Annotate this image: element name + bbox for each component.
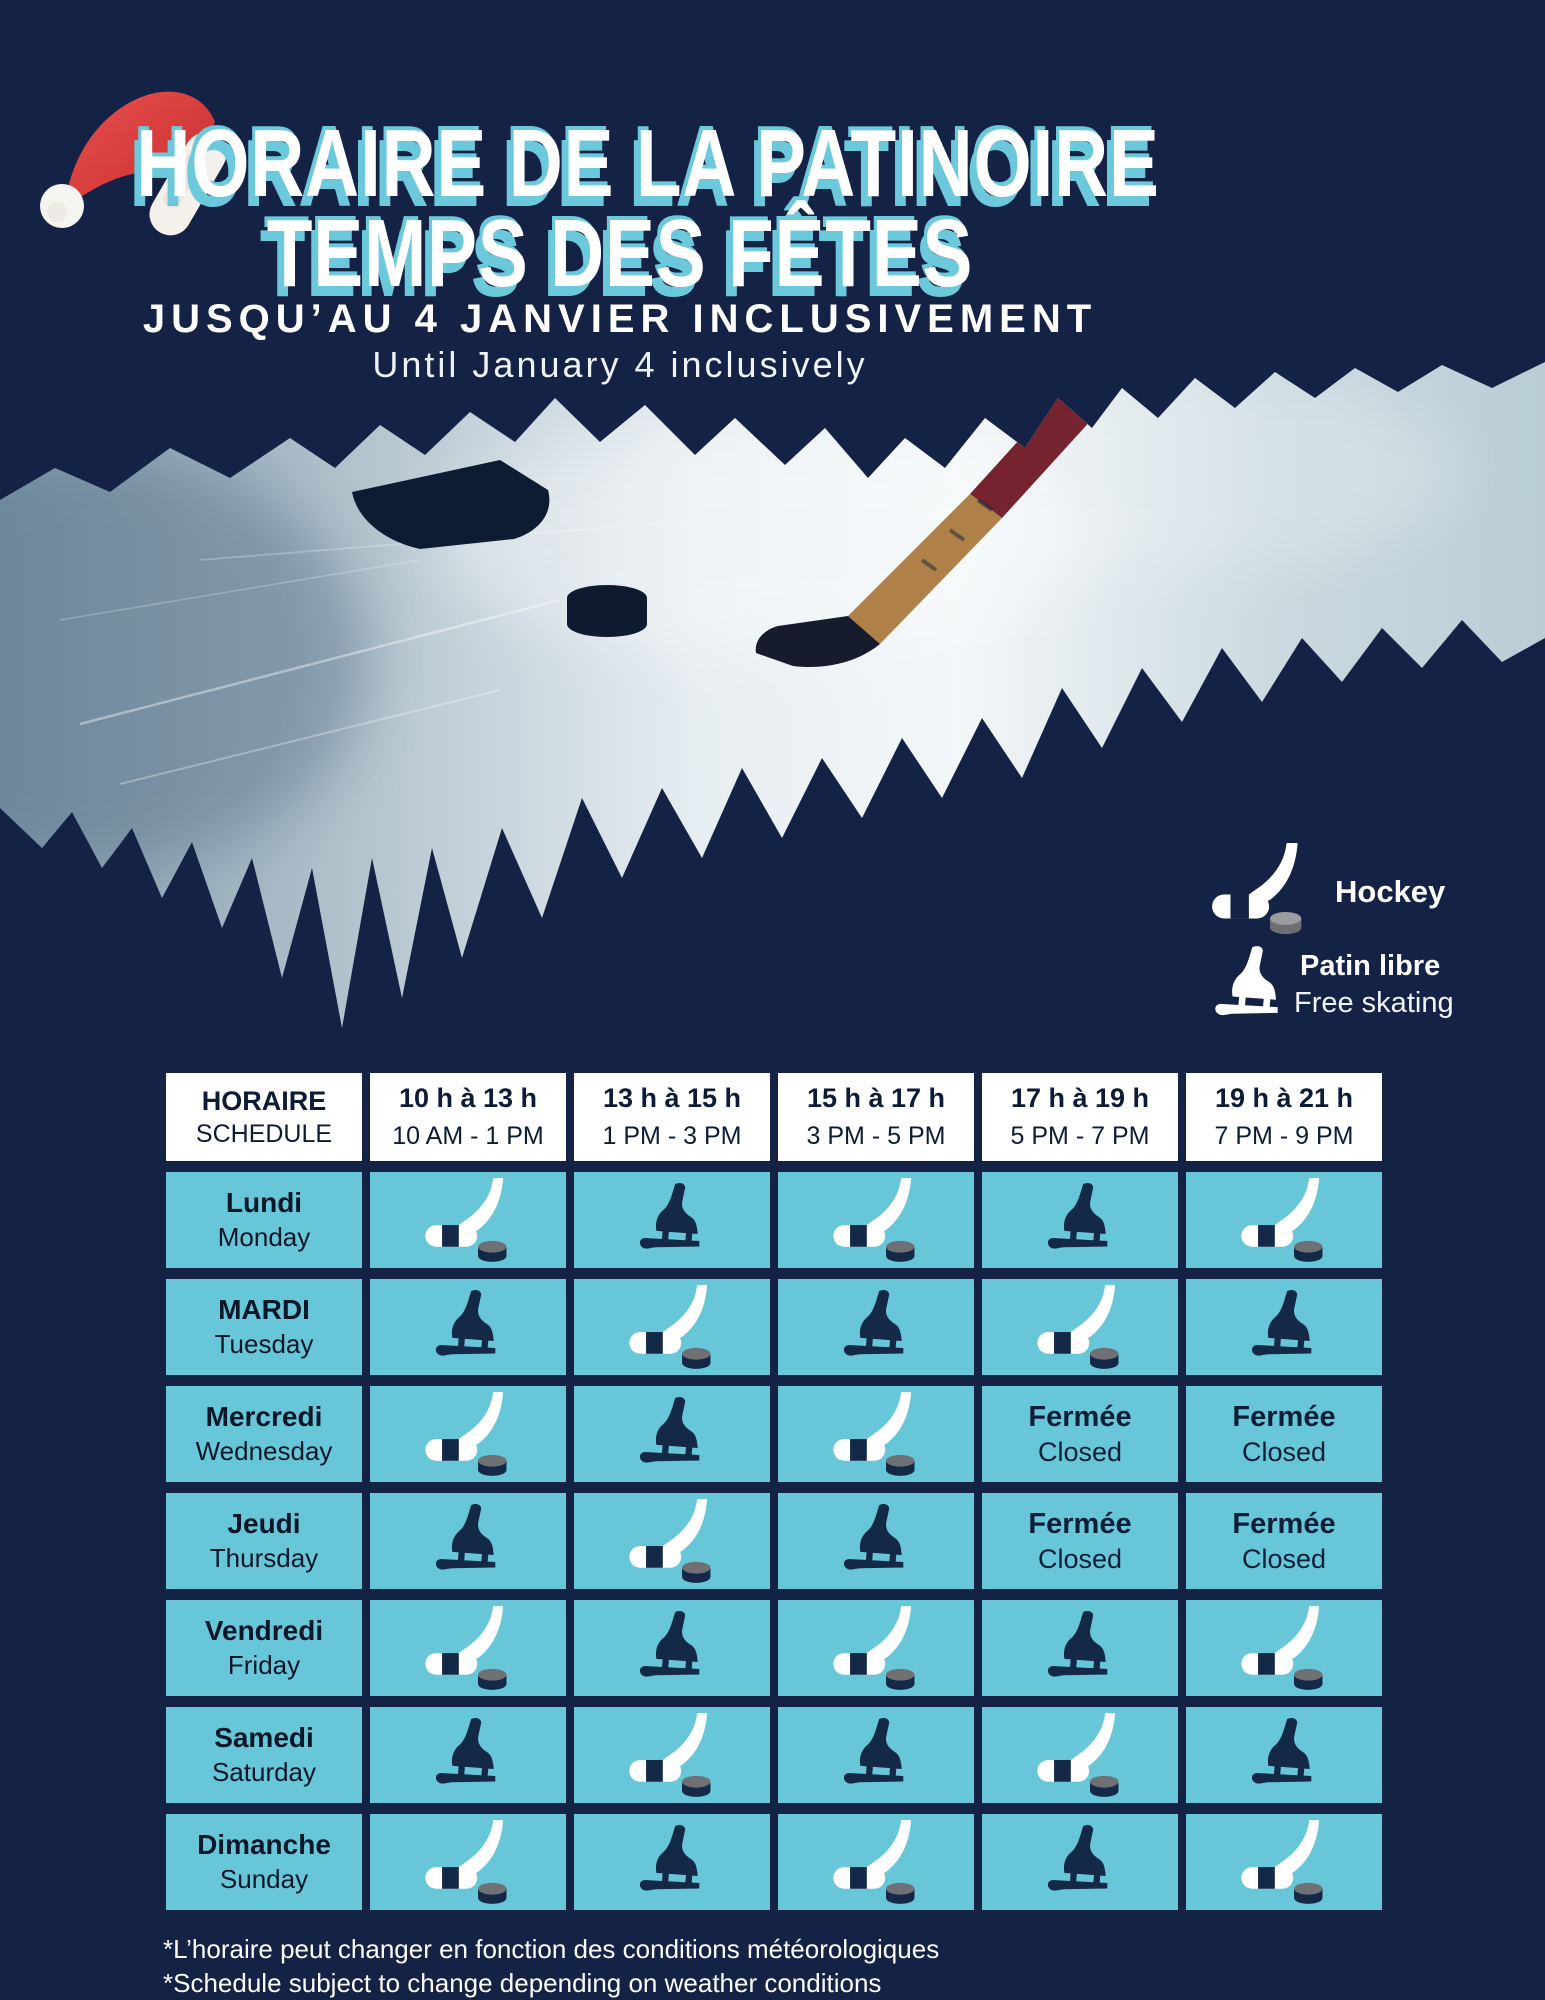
hockey-stick-puck-icon [830,1606,922,1690]
schedule-cell [1186,1279,1382,1375]
legend-skating-label-fr: Patin libre [1300,950,1441,982]
hockey-stick-puck-icon [626,1499,718,1583]
weather-disclaimer-fr: *L’horaire peut changer en fonction des conditions météorologiques [163,1934,940,1964]
hockey-stick-puck-icon [1238,1178,1330,1262]
day-label-fr: Dimanche [197,1829,331,1860]
closed-label-en: Closed [1241,1436,1327,1467]
schedule-cell [370,1386,566,1482]
day-label-en: Wednesday [195,1436,333,1466]
time-header-cell [1186,1073,1382,1161]
schedule-cell [778,1707,974,1803]
day-label-en: Friday [227,1650,301,1680]
figure-skate-icon [837,1287,915,1367]
schedule-cell [370,1172,566,1268]
hockey-stick-puck-icon [422,1178,514,1262]
schedule-cell [778,1386,974,1482]
time-header-cell [778,1073,974,1161]
hockey-stick-puck-icon [830,1178,922,1262]
figure-skate-icon [633,1822,711,1902]
figure-skate-icon [1041,1822,1119,1902]
schedule-cell [982,1707,1178,1803]
schedule-cell [370,1600,566,1696]
hockey-stick-puck-icon [422,1820,514,1904]
schedule-cell [1186,1172,1382,1268]
day-cell-monday [166,1172,362,1268]
schedule-cell [778,1814,974,1910]
time-label-en: 10 AM - 1 PM [392,1122,544,1150]
figure-skate-icon [837,1715,915,1795]
day-label-fr: Lundi [225,1187,303,1218]
poster-title-line1: HORAIRE DE LA PATINOIRE [136,110,1160,217]
schedule-cell [778,1600,974,1696]
day-cell-thursday [166,1493,362,1589]
hockey-stick-puck-icon [422,1606,514,1690]
schedule-header-cell [166,1073,362,1161]
hockey-stick-puck-icon [422,1392,514,1476]
schedule-cell [778,1172,974,1268]
schedule-cell [1186,1707,1382,1803]
weather-disclaimer [163,1932,939,2000]
schedule-cell [982,1172,1178,1268]
day-label-en: Sunday [219,1864,309,1894]
hockey-stick-puck-icon [1034,1285,1126,1369]
figure-skate-icon [837,1501,915,1581]
schedule-cell [1186,1386,1382,1482]
schedule-cell [982,1600,1178,1696]
schedule-cell [1186,1493,1382,1589]
day-label-en: Thursday [209,1543,319,1573]
header-label-en: SCHEDULE [195,1119,333,1148]
schedule-cell [370,1493,566,1589]
day-cell-saturday [166,1707,362,1803]
day-label-en: Saturday [211,1757,317,1787]
schedule-cell [370,1814,566,1910]
hockey-stick-puck-icon [1034,1713,1126,1797]
figure-skate-icon [1245,1715,1323,1795]
time-label-en: 1 PM - 3 PM [602,1122,742,1150]
time-label-fr: 19 h à 21 h [1214,1083,1354,1113]
time-label-en: 7 PM - 9 PM [1214,1122,1354,1150]
day-cell-tuesday [166,1279,362,1375]
day-label-en: Monday [217,1222,311,1252]
figure-skate-icon [633,1180,711,1260]
hockey-stick-puck-icon [626,1285,718,1369]
schedule-table [166,1073,1382,1910]
poster-subtitle-en: Until January 4 inclusively [372,344,868,385]
time-header-cell [370,1073,566,1161]
day-cell-sunday [166,1814,362,1910]
poster-subtitle-fr: JUSQU’AU 4 JANVIER INCLUSIVEMENT [142,297,1098,341]
day-label-fr: Jeudi [227,1508,301,1539]
closed-label-fr: Fermée [1028,1507,1132,1540]
schedule-cell [574,1707,770,1803]
hockey-stick-puck-icon [1238,1820,1330,1904]
day-label-en: Tuesday [214,1329,314,1359]
closed-label-fr: Fermée [1028,1400,1132,1433]
hockey-stick-puck-icon [830,1392,922,1476]
hockey-stick-puck-icon [626,1713,718,1797]
schedule-cell [574,1279,770,1375]
closed-label-fr: Fermée [1232,1507,1336,1540]
schedule-cell [1186,1814,1382,1910]
time-label-fr: 17 h à 19 h [1010,1083,1150,1113]
schedule-cell [1186,1600,1382,1696]
figure-skate-icon [429,1501,507,1581]
hockey-stick-puck-icon [830,1820,922,1904]
schedule-cell [778,1493,974,1589]
figure-skate-icon [1041,1180,1119,1260]
time-label-fr: 15 h à 17 h [806,1083,946,1113]
schedule-cell [574,1386,770,1482]
schedule-cell [574,1600,770,1696]
time-header-cell [574,1073,770,1161]
figure-skate-icon [429,1715,507,1795]
closed-label-fr: Fermée [1232,1400,1336,1433]
time-label-fr: 13 h à 15 h [602,1083,742,1113]
day-label-fr: Samedi [214,1722,314,1753]
hockey-stick-puck-icon [1238,1606,1330,1690]
time-header-cell [982,1073,1178,1161]
schedule-cell [370,1279,566,1375]
schedule-cell [982,1493,1178,1589]
day-label-fr: Mercredi [205,1401,323,1432]
schedule-cell [574,1172,770,1268]
figure-skate-icon [1041,1608,1119,1688]
figure-skate-icon [1208,940,1290,1030]
day-cell-friday [166,1600,362,1696]
schedule-cell [982,1279,1178,1375]
header-label-fr: HORAIRE [201,1085,327,1116]
closed-label-en: Closed [1241,1543,1327,1574]
legend-hockey-label: Hockey [1335,874,1446,909]
closed-label-en: Closed [1037,1436,1123,1467]
schedule-cell [574,1814,770,1910]
day-label-fr: Vendredi [204,1615,324,1646]
time-label-fr: 10 h à 13 h [398,1083,538,1113]
figure-skate-icon [633,1608,711,1688]
figure-skate-icon [1245,1287,1323,1367]
poster-title-line2: TEMPS DES FÊTES [266,200,974,307]
time-label-en: 3 PM - 5 PM [806,1122,946,1150]
closed-label-en: Closed [1037,1543,1123,1574]
day-cell-wednesday [166,1386,362,1482]
day-label-fr: MARDI [218,1294,310,1325]
schedule-cell [982,1386,1178,1482]
schedule-cell [778,1279,974,1375]
figure-skate-icon [429,1287,507,1367]
schedule-cell [574,1493,770,1589]
weather-disclaimer-en: *Schedule subject to change depending on weather conditions [163,1968,882,1998]
hockey-stick-puck-icon [1203,843,1315,935]
figure-skate-icon [633,1394,711,1474]
schedule-cell [370,1707,566,1803]
legend-skating-label-en: Free skating [1294,987,1454,1019]
time-label-en: 5 PM - 7 PM [1010,1122,1150,1150]
schedule-cell [982,1814,1178,1910]
